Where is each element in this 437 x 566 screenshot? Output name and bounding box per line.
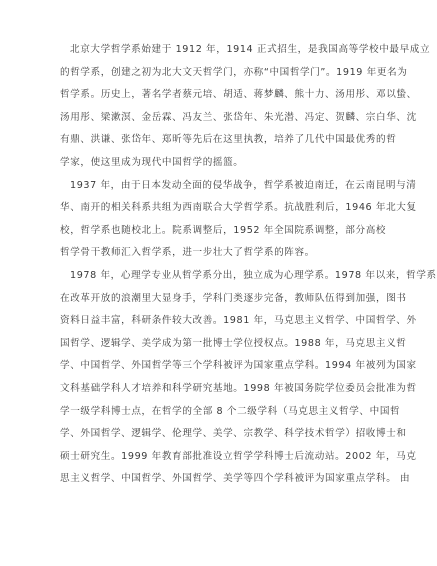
paragraph-2-line-1: 1937 年，由于日本发动全面的侵华战争，哲学系被迫南迁，在云南昆明与清	[70, 179, 417, 191]
paragraph-3-line-4: 国哲学、逻辑学、美学成为第一批博士学位授权点。1988 年，马克思主义哲	[60, 337, 407, 349]
paragraph-3-line-9: 硕士研究生。1999 年教育部批准设立哲学学科博士后流动站。2002 年，马克	[60, 450, 417, 462]
paragraph-3	[60, 265, 437, 491]
paragraph-3-line-2: 在改革开放的浪潮里大显身手，学科门类逐步完备，教师队伍得到加强，图书	[60, 292, 407, 304]
paragraph-3-line-1: 1978 年，心理学专业从哲学系分出，独立成为心理学系。1978 年以来，哲学系	[70, 269, 437, 281]
paragraph-3-line-5: 学、中国哲学、外国哲学等三个学科被评为国家重点学科。1994 年被列为国家	[60, 360, 417, 372]
paragraph-1	[60, 39, 431, 175]
paragraph-2-line-2: 华、南开的相关科系共组为西南联合大学哲学系。抗战胜利后，1946 年北大复	[60, 202, 417, 214]
paragraph-3-line-6: 文科基础学科人才培养和科学研究基地。1998 年被国务院学位委员会批准为哲	[60, 382, 417, 394]
paragraph-3-line-3: 资料日益丰富，科研条件较大改善。1981 年，马克思主义哲学、中国哲学、外	[60, 315, 417, 327]
paragraph-2	[60, 175, 417, 265]
paragraph-2-line-3: 校，哲学系也随校北上。院系调整后，1952 年全国院系调整，部分高校	[60, 224, 387, 236]
paragraph-3-line-7: 学一级学科博士点，在哲学的全部 8 个二级学科（马克思主义哲学、中国哲	[60, 405, 401, 417]
paragraph-1-line-5: 有鼎、洪谦、张岱年、郑昕等先后在这里执教，培养了几代中国最优秀的哲	[60, 134, 397, 146]
paragraph-3-line-8: 学、外国哲学、逻辑学、伦理学、美学、宗教学、科学技术哲学）招收博士和	[60, 428, 407, 440]
paragraph-3-line-10: 思主义哲学、中国哲学、外国哲学、美学等四个学科被评为国家重点学科。 由	[60, 473, 411, 485]
paragraph-1-line-4: 汤用彤、梁漱溟、金岳霖、冯友兰、张岱年、朱光潜、冯定、贺麟、宗白华、沈	[60, 111, 417, 123]
paragraph-1-line-3: 哲学系。历史上，著名学者蔡元培、胡适、蒋梦麟、熊十力、汤用彤、邓以蛰、	[60, 89, 417, 101]
paragraph-1-line-6: 学家，使这里成为现代中国哲学的摇篮。	[60, 156, 244, 168]
paragraph-2-line-4: 哲学骨干教师汇入哲学系，进一步壮大了哲学系的阵容。	[60, 247, 315, 259]
paragraph-1-line-1: 北京大学哲学系始建于 1912 年，1914 正式招生，是我国高等学校中最早成立	[70, 44, 431, 55]
paragraph-1-line-2: 的哲学系，创建之初为北大文天哲学门，亦称“中国哲学门”。1919 年更名为	[60, 66, 408, 78]
